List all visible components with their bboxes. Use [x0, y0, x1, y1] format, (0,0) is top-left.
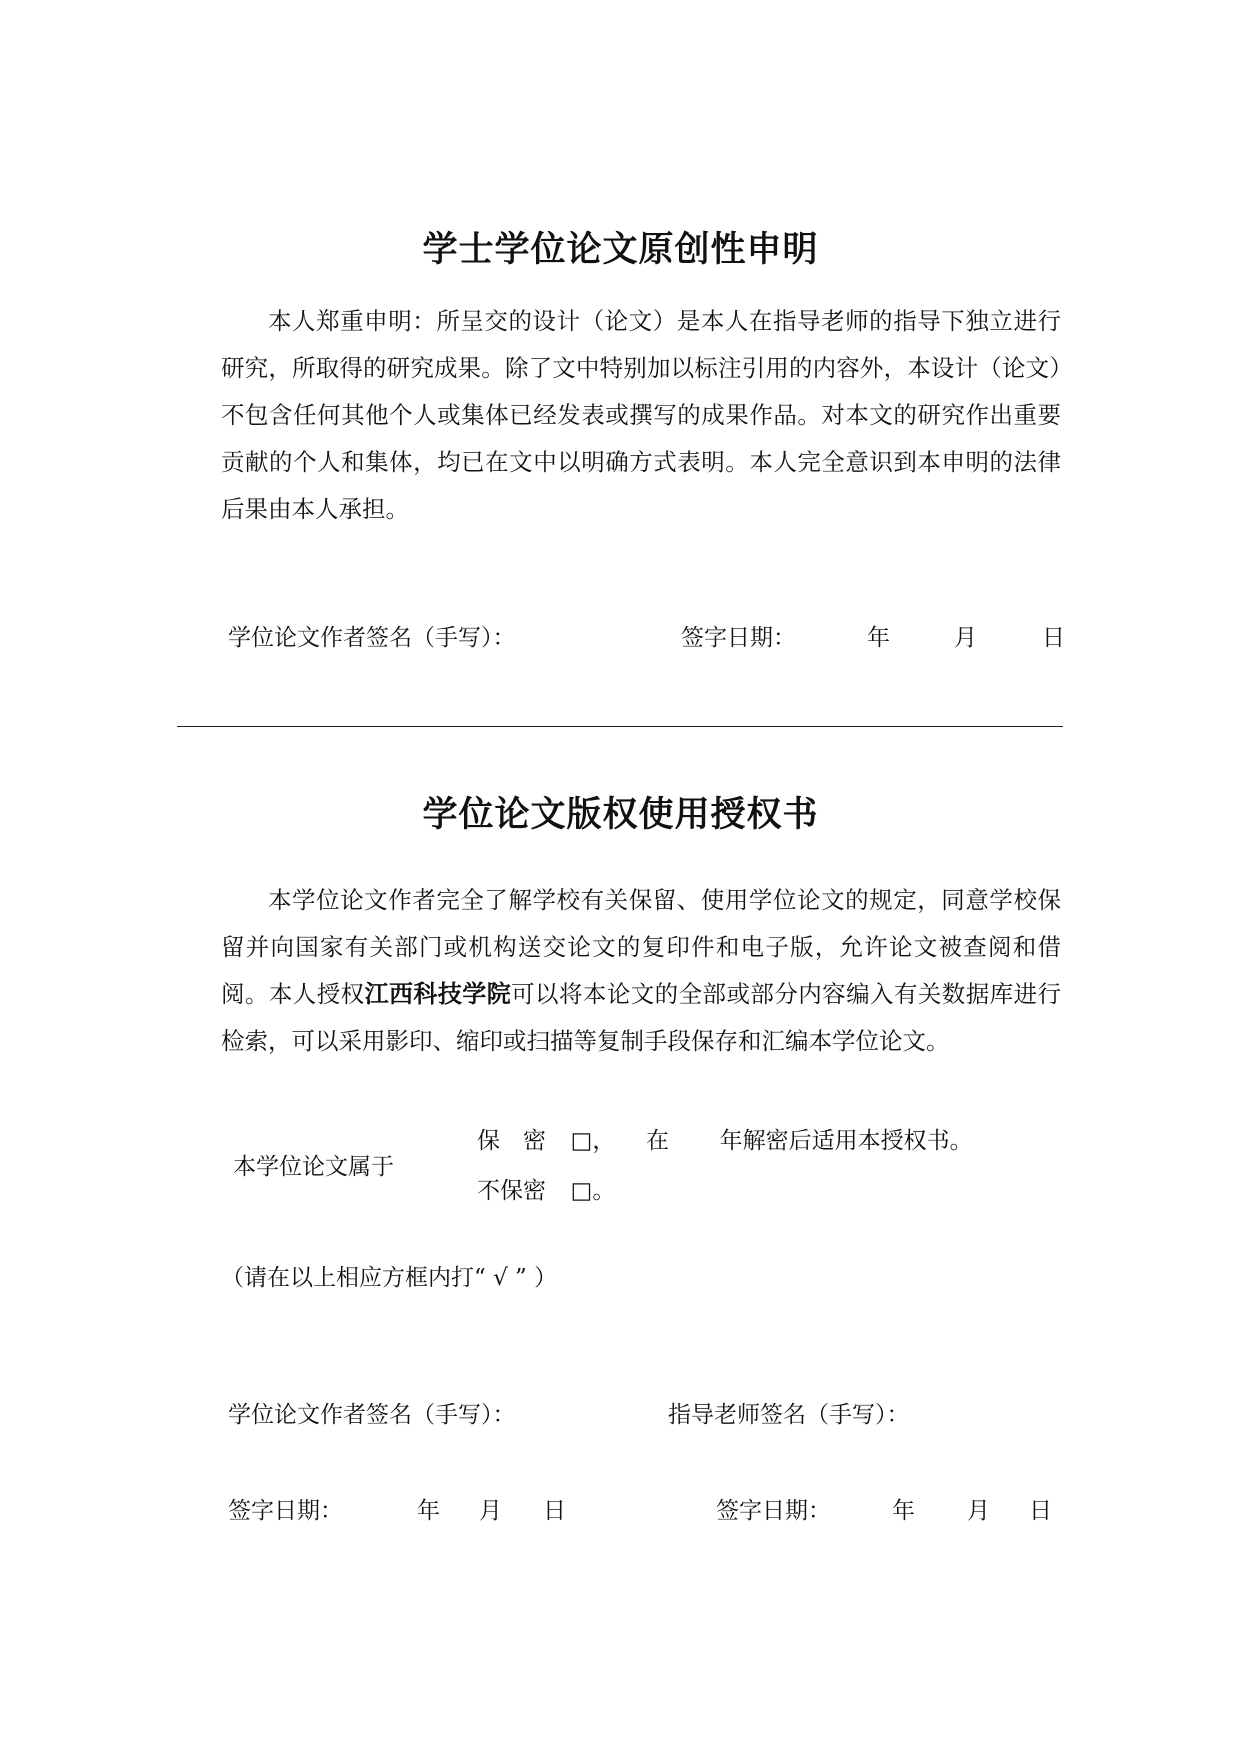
confidential-in-label: 在: [645, 1128, 669, 1154]
not-confidential-checkbox[interactable]: □: [570, 1178, 593, 1204]
advisor-date-year: 年: [892, 1498, 915, 1524]
authorization-title: 学位论文版权使用授权书: [422, 795, 819, 835]
thesis-belongs-label: 本学位论文属于: [233, 1154, 394, 1180]
institution-name: 江西科技学院: [364, 980, 512, 1008]
advisor-date-day: 日: [1029, 1498, 1052, 1524]
authorization-author-signature-label: 学位论文作者签名（手写）：: [228, 1402, 516, 1428]
advisor-date-label: 签字日期：: [716, 1498, 831, 1524]
checkbox-instruction: （请在以上相应方框内打“ √ ” ）: [221, 1265, 558, 1291]
originality-date-year: 年: [867, 625, 890, 651]
originality-title: 学士学位论文原创性申明: [422, 230, 819, 270]
not-confidential-suffix: 。: [592, 1178, 616, 1204]
originality-body: 本人郑重申明：所呈交的设计（论文）是本人在指导老师的指导下独立进行研究，所取得的研究成果。除了文中特别加以标注引用的内容外，本设计（论文）不包含任何其他个人或集体已经发表或撰写的成果作品。对本文的研究作出重要贡献的个人和集体，均已在文中以明确方式表明。本人完全意识到本申明的法律后果由本人承担。: [221, 307, 1061, 523]
confidential-declassify-text: 年解密后适用本授权书。: [719, 1128, 973, 1154]
originality-date-day: 日: [1042, 625, 1065, 651]
author-date-month: 月: [479, 1498, 502, 1524]
author-date-day: 日: [543, 1498, 566, 1524]
not-confidential-label: 不保密: [477, 1178, 546, 1204]
authorization-body-after: 可以将本论文的全部或部分内容编入有关数据库进行检索，可以采用影印、缩印或扫描等复制手段保存和汇编本学位论文。: [221, 980, 1062, 1055]
originality-author-signature-label: 学位论文作者签名（手写）：: [228, 625, 516, 651]
authorization-body-before: 本学位论文作者完全了解学校有关保留、使用学位论文的规定，同意学校保留并向国家有关部门或机构送交论文的复印件和电子版，允许论文被查阅和借阅。本人授权: [221, 886, 1061, 1008]
not-confidential-option-row: [477, 1176, 615, 1206]
section-divider: [177, 726, 1063, 727]
confidential-suffix: ，: [592, 1128, 616, 1154]
advisor-date-month: 月: [967, 1498, 990, 1524]
author-date-label: 签字日期：: [228, 1498, 343, 1524]
confidential-checkbox[interactable]: □: [570, 1128, 593, 1154]
advisor-signature-label: 指导老师签名（手写）：: [668, 1402, 910, 1428]
author-date-year: 年: [417, 1498, 440, 1524]
confidential-label: 保 密: [477, 1128, 546, 1154]
confidential-option-row: [477, 1126, 973, 1156]
originality-date-label: 签字日期：: [681, 625, 796, 651]
authorization-body: [221, 877, 1061, 1065]
originality-date-month: 月: [954, 625, 977, 651]
